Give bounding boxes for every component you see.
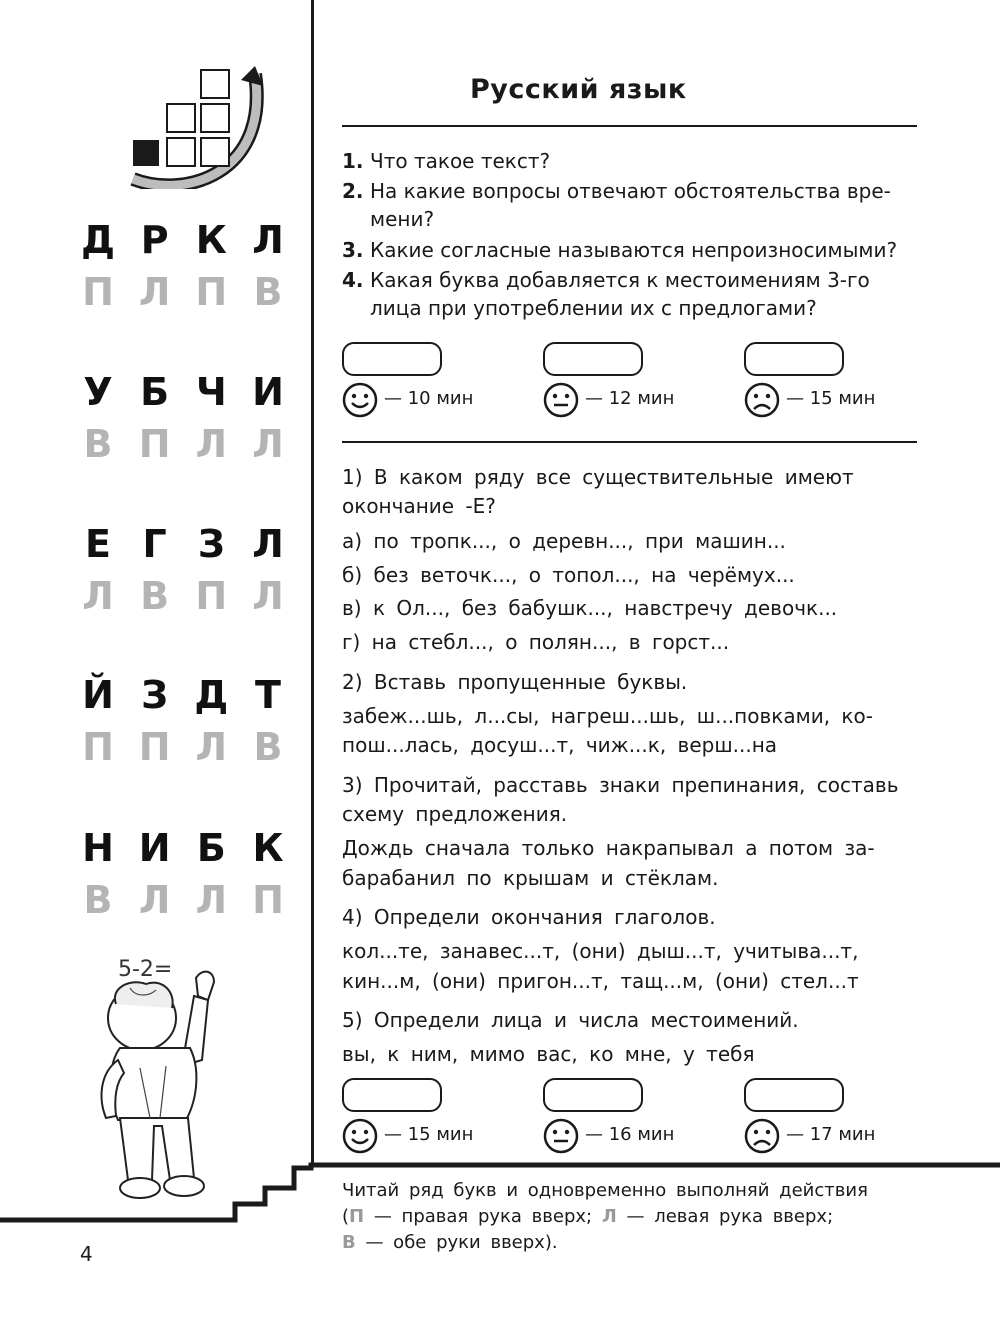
task-4-text: кол...те, занавес...т, (они) дыш...т, учитыва...т,	[342, 939, 859, 963]
task-1-option-d: г) на стебл..., о полян..., в горст...	[342, 630, 730, 654]
letter-row-4-top	[78, 673, 288, 717]
title-rule	[342, 125, 917, 127]
letter-v: В	[342, 1232, 356, 1253]
letter: П	[138, 725, 171, 769]
letter: Е	[85, 522, 111, 566]
task-3-text: Дождь сначала только накрапывал а потом за-	[342, 836, 875, 860]
letter: Л	[252, 422, 284, 466]
letter: П	[82, 725, 114, 769]
letter: Б	[196, 826, 226, 870]
time-label: — 17 мин	[786, 1124, 876, 1145]
task-4-heading: 4) Определи окончания глаголов.	[342, 905, 716, 929]
letter: П	[195, 270, 228, 314]
letter-row-4-bottom	[78, 725, 288, 769]
letter-row-2-bottom	[78, 422, 288, 466]
letter: Л	[195, 422, 228, 466]
time-label: — 16 мин	[585, 1124, 675, 1145]
smiley-happy-icon	[342, 1118, 378, 1154]
letter: В	[253, 725, 283, 769]
letter-p: П	[349, 1206, 365, 1227]
letter: Т	[255, 673, 281, 717]
letter-row-2-top	[78, 370, 288, 414]
letter: Л	[252, 522, 284, 566]
letter: П	[138, 422, 171, 466]
letter-row-3-bottom	[78, 574, 288, 618]
question-4: 4. Какая буква добавляется к местоимениям 3-го лица при употреблении их с предлогами?	[342, 268, 870, 320]
page-number: 4	[80, 1242, 93, 1266]
letter: Д	[194, 673, 229, 717]
task-2-text: пош...лась, досуш...т, чиж...к, верш...на	[342, 733, 778, 757]
answer-box[interactable]	[744, 342, 844, 376]
letter: З	[197, 522, 225, 566]
task-3-heading: схему предложения.	[342, 802, 568, 826]
task-3-text: барабанил по крышам и стёклам.	[342, 866, 719, 890]
task-5-text: вы, к ним, мимо вас, ко мне, у тебя	[342, 1042, 755, 1066]
letter: Г	[142, 522, 167, 566]
letter: Р	[140, 218, 169, 262]
task-3-heading: 3) Прочитай, расставь знаки препинания, составь	[342, 773, 899, 797]
letter: З	[141, 673, 169, 717]
smiley-neutral-icon	[543, 1118, 579, 1154]
letter: П	[252, 878, 284, 922]
letter: Н	[82, 826, 114, 870]
letter-l: Л	[601, 1206, 617, 1227]
section-rule	[342, 441, 917, 443]
letter: И	[252, 370, 284, 414]
answer-box[interactable]	[543, 1078, 643, 1112]
smiley-happy-icon	[342, 382, 378, 418]
letter: П	[195, 574, 228, 618]
answer-box[interactable]	[342, 1078, 442, 1112]
question-1: 1. Что такое текст?	[342, 149, 551, 173]
letter: Л	[138, 878, 171, 922]
letter: И	[138, 826, 171, 870]
letter: Л	[252, 218, 284, 262]
letter: К	[252, 826, 284, 870]
letter-row-1-top	[78, 218, 288, 262]
letter: У	[83, 370, 113, 414]
task-1-option-a: а) по тропк..., о деревн..., при машин...	[342, 529, 786, 553]
task-2-text: забеж...шь, л...сы, нагреш...шь, ш...повками, ко-	[342, 704, 873, 728]
question-3: 3. Какие согласные называются непроизносимыми?	[342, 238, 898, 262]
letter: Л	[138, 270, 171, 314]
boy-at-board-illustration	[90, 948, 240, 1218]
answer-box[interactable]	[342, 342, 442, 376]
task-2-heading: 2) Вставь пропущенные буквы.	[342, 670, 688, 694]
letter-row-1-bottom	[78, 270, 288, 314]
letter: Й	[82, 673, 114, 717]
letter: В	[83, 422, 113, 466]
smiley-neutral-icon	[543, 382, 579, 418]
time-label: — 15 мин	[384, 1124, 474, 1145]
letter: Л	[195, 878, 228, 922]
letter: Ч	[195, 370, 227, 414]
answer-box[interactable]	[543, 342, 643, 376]
letter: В	[140, 574, 170, 618]
answer-box[interactable]	[744, 1078, 844, 1112]
letter-row-3-top	[78, 522, 288, 566]
vertical-divider	[311, 0, 314, 1165]
letter-row-5-bottom	[78, 878, 288, 922]
task-5-heading: 5) Определи лица и числа местоимений.	[342, 1008, 799, 1032]
task-1-option-c: в) к Ол..., без бабушк..., навстречу девочк...	[342, 596, 838, 620]
time-label: — 10 мин	[384, 388, 474, 409]
letter: В	[253, 270, 283, 314]
smiley-sad-icon	[744, 382, 780, 418]
chalk-text: 5-2=	[118, 957, 173, 982]
letter: К	[195, 218, 227, 262]
letter: Л	[195, 725, 228, 769]
letter: В	[83, 878, 113, 922]
letter: Д	[81, 218, 115, 262]
letter-row-5-top	[78, 826, 288, 870]
instruction-note: Читай ряд букв и одновременно выполняй действия (П — правая рука вверх; Л — левая рука вверх; В — обе руки вверх).	[342, 1180, 868, 1253]
letter: Б	[140, 370, 170, 414]
question-2: 2. На какие вопросы отвечают обстоятельства вре- мени?	[342, 179, 891, 231]
time-label: — 12 мин	[585, 388, 675, 409]
letter: П	[82, 270, 114, 314]
steps-logo-icon	[125, 64, 265, 189]
letter: Л	[82, 574, 114, 618]
time-label: — 15 мин	[786, 388, 876, 409]
letter: Л	[252, 574, 284, 618]
task-1-line: окончание -Е?	[342, 494, 496, 518]
smiley-sad-icon	[744, 1118, 780, 1154]
page-title: Русский язык	[470, 74, 687, 105]
task-4-text: кин...м, (они) пригон...т, тащ...м, (они) стел...т	[342, 969, 859, 993]
task-1-option-b: б) без веточк..., о топол..., на черёмух...	[342, 563, 795, 587]
task-1-line: 1) В каком ряду все существительные имеют	[342, 465, 854, 489]
